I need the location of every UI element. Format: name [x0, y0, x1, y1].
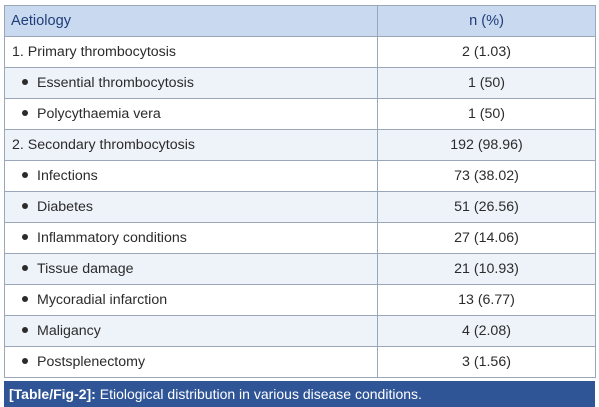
header-aetiology: Aetiology — [5, 6, 378, 37]
row-label-cell — [5, 316, 378, 347]
row-label: Tissue damage — [37, 261, 134, 277]
row-value: 4 (2.08) — [378, 316, 596, 347]
table-row — [5, 130, 596, 161]
bullet-icon — [22, 296, 28, 302]
table-row — [5, 223, 596, 254]
row-value: 192 (98.96) — [378, 130, 596, 161]
caption-reference: [Table/Fig-2]: — [9, 386, 96, 402]
row-value: 13 (6.77) — [378, 285, 596, 316]
bullet-icon — [22, 265, 28, 271]
row-label-cell — [5, 68, 378, 99]
caption-text: Etiological distribution in various disease conditions. — [95, 386, 422, 402]
row-value: 3 (1.56) — [378, 347, 596, 378]
row-label-cell — [5, 254, 378, 285]
table-row — [5, 254, 596, 285]
row-label-cell — [5, 347, 378, 378]
table-row — [5, 161, 596, 192]
table-row — [5, 347, 596, 378]
row-label: Mycoradial infarction — [37, 292, 168, 308]
row-label: Maligancy — [37, 323, 101, 339]
row-label: Postsplenectomy — [37, 354, 146, 370]
table-header — [5, 6, 596, 37]
table-figure — [4, 5, 595, 402]
row-value: 27 (14.06) — [378, 223, 596, 254]
table-row — [5, 316, 596, 347]
row-label: Essential thrombocytosis — [37, 75, 194, 91]
table-row — [5, 37, 596, 68]
row-value: 51 (26.56) — [378, 192, 596, 223]
row-label-cell — [5, 223, 378, 254]
table-row — [5, 285, 596, 316]
row-label-cell — [5, 161, 378, 192]
figure-caption — [4, 381, 595, 407]
row-label: Diabetes — [37, 199, 93, 215]
row-label: 2. Secondary thrombocytosis — [5, 130, 378, 161]
table-row — [5, 99, 596, 130]
bullet-icon — [22, 327, 28, 333]
etiology-table — [4, 5, 596, 378]
header-row — [5, 6, 596, 37]
bullet-icon — [22, 203, 28, 209]
bullet-icon — [22, 172, 28, 178]
row-label-cell — [5, 192, 378, 223]
row-label: Inflammatory conditions — [37, 230, 187, 246]
row-value: 21 (10.93) — [378, 254, 596, 285]
row-label-cell — [5, 99, 378, 130]
bullet-icon — [22, 110, 28, 116]
bullet-icon — [22, 79, 28, 85]
row-label: Polycythaemia vera — [37, 106, 161, 122]
row-label: Infections — [37, 168, 98, 184]
row-label: 1. Primary thrombocytosis — [5, 37, 378, 68]
row-value: 73 (38.02) — [378, 161, 596, 192]
header-n-percent: n (%) — [378, 6, 596, 37]
bullet-icon — [22, 358, 28, 364]
row-label-cell — [5, 285, 378, 316]
table-body — [5, 37, 596, 378]
table-row — [5, 68, 596, 99]
table-row — [5, 192, 596, 223]
row-value: 1 (50) — [378, 68, 596, 99]
row-value: 1 (50) — [378, 99, 596, 130]
bullet-icon — [22, 234, 28, 240]
row-value: 2 (1.03) — [378, 37, 596, 68]
